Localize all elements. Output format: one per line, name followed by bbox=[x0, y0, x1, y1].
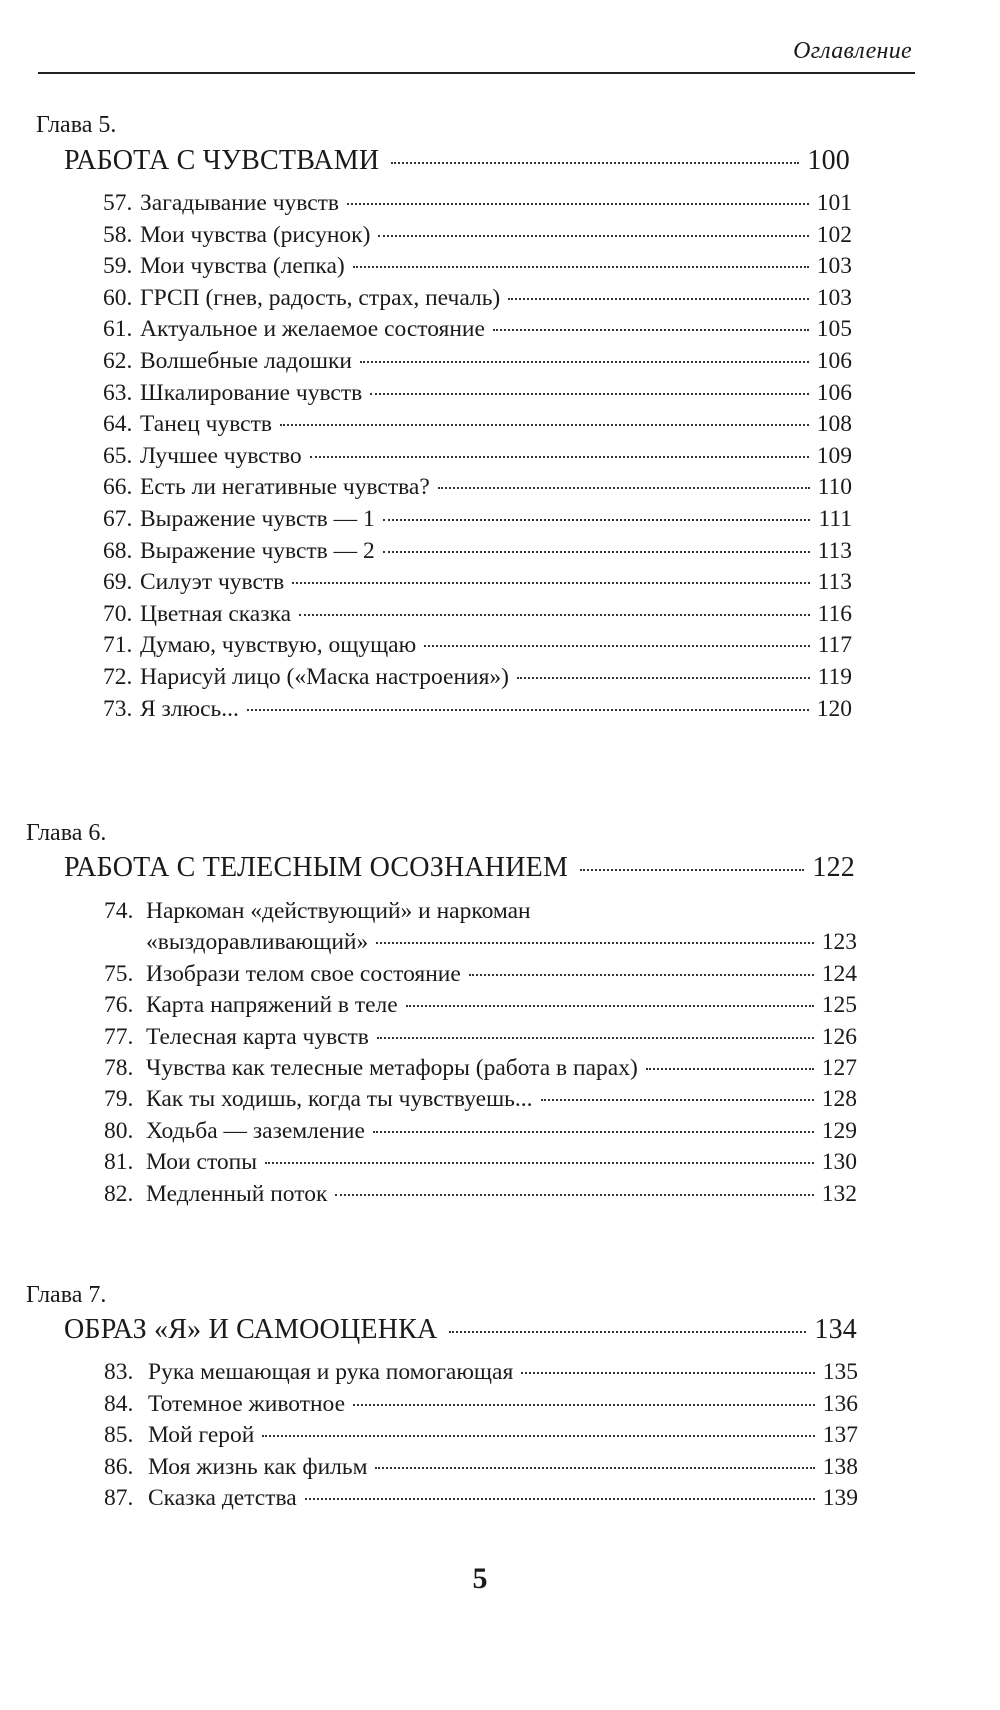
toc-entry[interactable] bbox=[103, 632, 852, 659]
dot-leader bbox=[424, 645, 809, 647]
entry-title: Телесная карта чувств bbox=[146, 1023, 369, 1050]
chapter-label: Глава 5. bbox=[36, 112, 117, 138]
entry-number: 63. bbox=[103, 379, 133, 406]
dot-leader bbox=[406, 1005, 814, 1007]
dot-leader bbox=[541, 1099, 814, 1101]
entry-number: 62. bbox=[103, 348, 133, 374]
entry-number: 69. bbox=[103, 569, 133, 596]
entry-page-number: 108 bbox=[816, 411, 852, 438]
dot-leader bbox=[347, 203, 809, 205]
entry-title: Шкалирование чувств bbox=[140, 379, 363, 406]
toc-entry[interactable] bbox=[103, 190, 852, 217]
entry-number: 65. bbox=[103, 442, 133, 469]
entry-title: Карта напряжений в теле bbox=[146, 992, 398, 1019]
toc-entry[interactable] bbox=[103, 411, 852, 438]
entry-number: 71. bbox=[103, 632, 133, 659]
entry-title: Есть ли негативные чувства? bbox=[140, 474, 430, 501]
entry-number: 60. bbox=[103, 284, 133, 311]
toc-entry[interactable] bbox=[104, 1118, 857, 1145]
chapter-page-number: 100 bbox=[807, 145, 850, 176]
entry-title: Сказка детства bbox=[148, 1485, 297, 1511]
entry-page-number: 139 bbox=[822, 1485, 858, 1511]
entry-page-number: 125 bbox=[821, 992, 857, 1019]
toc-entry[interactable] bbox=[104, 961, 857, 988]
dot-leader bbox=[383, 551, 810, 553]
dot-leader bbox=[299, 614, 810, 616]
entry-title: Волшебные ладошки bbox=[140, 348, 352, 374]
entry-title: Мои чувства (лепка) bbox=[140, 253, 345, 280]
chapter-title: ОБРАЗ «Я» И САМООЦЕНКА bbox=[64, 1314, 438, 1345]
entry-title: Ходьба — заземление bbox=[146, 1117, 365, 1144]
entry-number: 82. bbox=[104, 1180, 134, 1207]
entry-title: Изобрази телом свое состояние bbox=[146, 960, 461, 987]
toc-entry[interactable] bbox=[103, 380, 852, 407]
dot-leader bbox=[646, 1068, 814, 1070]
entry-title: Рука мешающая и рука помогающая bbox=[148, 1359, 514, 1385]
entry-page-number: 116 bbox=[817, 600, 852, 627]
entry-page-number: 135 bbox=[822, 1359, 858, 1385]
entry-number: 73. bbox=[103, 695, 133, 722]
entry-number: 81. bbox=[104, 1149, 134, 1176]
entry-title: Нарисуй лицо («Маска настроения») bbox=[140, 664, 510, 690]
toc-entry[interactable] bbox=[104, 1181, 857, 1208]
toc-entry[interactable] bbox=[103, 443, 852, 470]
dot-leader bbox=[360, 361, 809, 363]
entry-title: Мои стопы bbox=[146, 1149, 258, 1176]
entry-title: Силуэт чувств bbox=[140, 569, 285, 596]
entry-page-number: 106 bbox=[816, 379, 852, 406]
chapter-label: Глава 7. bbox=[26, 1282, 107, 1308]
entry-number: 67. bbox=[103, 506, 133, 532]
dot-leader bbox=[580, 869, 804, 871]
entry-page-number: 124 bbox=[821, 960, 857, 987]
entry-title: Мой герой bbox=[148, 1422, 255, 1448]
entry-title: Наркоман «действующий» и наркоман bbox=[146, 898, 531, 924]
dot-leader bbox=[280, 424, 809, 426]
toc-entry[interactable] bbox=[103, 222, 852, 249]
entry-title: Моя жизнь как фильм bbox=[148, 1453, 368, 1480]
entry-page-number: 103 bbox=[816, 253, 852, 280]
chapter-title: РАБОТА С ТЕЛЕСНЫМ ОСОЗНАНИЕМ bbox=[64, 852, 569, 883]
entry-title: Танец чувств bbox=[140, 411, 272, 438]
toc-entry[interactable] bbox=[103, 569, 852, 596]
entry-title: Мои чувства (рисунок) bbox=[140, 221, 371, 248]
entry-page-number: 137 bbox=[822, 1422, 858, 1448]
dot-leader bbox=[508, 298, 809, 300]
entry-page-number: 117 bbox=[817, 632, 852, 659]
entry-number: 79. bbox=[104, 1086, 134, 1113]
entry-number: 74. bbox=[104, 898, 134, 924]
toc-entry[interactable] bbox=[103, 538, 852, 565]
entry-title: Я злюсь... bbox=[140, 695, 239, 722]
toc-entry[interactable] bbox=[104, 1359, 858, 1386]
entry-page-number: 110 bbox=[817, 474, 852, 501]
dot-leader bbox=[262, 1435, 814, 1437]
entry-title: Выражение чувств — 1 bbox=[140, 506, 375, 532]
dot-leader bbox=[375, 1467, 814, 1469]
entry-page-number: 123 bbox=[821, 929, 857, 956]
entry-title: Лучшее чувство bbox=[140, 442, 302, 469]
dot-leader bbox=[383, 519, 811, 521]
entry-number: 76. bbox=[104, 992, 134, 1019]
toc-entry[interactable] bbox=[103, 253, 852, 280]
toc-entry[interactable] bbox=[104, 1086, 857, 1113]
dot-leader bbox=[378, 235, 808, 237]
entry-number: 72. bbox=[103, 664, 133, 690]
dot-leader bbox=[521, 1372, 815, 1374]
entry-number: 59. bbox=[103, 253, 133, 280]
dot-leader bbox=[305, 1498, 815, 1500]
dot-leader bbox=[265, 1162, 814, 1164]
dot-leader bbox=[391, 162, 799, 164]
entry-title: Выражение чувств — 2 bbox=[140, 537, 375, 564]
toc-entry[interactable] bbox=[104, 992, 857, 1019]
entry-number: 66. bbox=[103, 474, 133, 501]
dot-leader bbox=[292, 582, 809, 584]
chapter-title-line[interactable] bbox=[64, 1314, 857, 1346]
entry-title: Чувства как телесные метафоры (работа в парах) bbox=[146, 1055, 638, 1081]
dot-leader bbox=[310, 456, 809, 458]
entry-number: 78. bbox=[104, 1055, 134, 1081]
entry-number: 64. bbox=[103, 411, 133, 438]
running-head-title: Оглавление bbox=[793, 38, 912, 64]
entry-number: 68. bbox=[103, 537, 133, 564]
dot-leader bbox=[449, 1331, 806, 1333]
entry-number: 77. bbox=[104, 1023, 134, 1050]
toc-entry[interactable] bbox=[104, 1149, 857, 1176]
entry-page-number: 120 bbox=[816, 695, 852, 722]
toc-entry[interactable] bbox=[104, 1391, 858, 1418]
dot-leader bbox=[335, 1194, 813, 1196]
toc-entry[interactable] bbox=[103, 348, 852, 375]
chapter-title: РАБОТА С ЧУВСТВАМИ bbox=[64, 145, 380, 176]
toc-entry[interactable] bbox=[104, 1055, 857, 1082]
entry-number: 83. bbox=[104, 1359, 134, 1385]
entry-page-number: 136 bbox=[822, 1390, 858, 1417]
entry-page-number: 119 bbox=[817, 664, 852, 690]
entry-title: Загадывание чувств bbox=[140, 190, 340, 216]
entry-page-number: 127 bbox=[821, 1055, 857, 1081]
dot-leader bbox=[469, 974, 814, 976]
entry-page-number: 102 bbox=[816, 221, 852, 248]
entry-title: ГРСП (гнев, радость, страх, печаль) bbox=[140, 284, 501, 311]
entry-page-number: 129 bbox=[821, 1117, 857, 1144]
entry-page-number: 138 bbox=[822, 1453, 858, 1480]
dot-leader bbox=[370, 393, 809, 395]
entry-page-number: 132 bbox=[821, 1180, 857, 1207]
toc-entry[interactable] bbox=[103, 696, 852, 723]
toc-entry-continuation[interactable] bbox=[146, 929, 857, 956]
entry-title: Цветная сказка bbox=[140, 600, 292, 627]
entry-page-number: 109 bbox=[816, 442, 852, 469]
entry-title: Тотемное животное bbox=[148, 1390, 346, 1417]
page-number: 5 bbox=[472, 1562, 488, 1595]
entry-number: 58. bbox=[103, 221, 133, 248]
entry-page-number: 111 bbox=[818, 506, 852, 532]
toc-entry[interactable] bbox=[104, 1422, 858, 1449]
dot-leader bbox=[373, 1131, 814, 1133]
dot-leader bbox=[247, 709, 809, 711]
header-rule bbox=[38, 72, 915, 74]
entry-page-number: 105 bbox=[816, 316, 852, 343]
toc-entry[interactable] bbox=[103, 474, 852, 501]
dot-leader bbox=[353, 266, 809, 268]
entry-number: 85. bbox=[104, 1422, 134, 1448]
chapter-title-line[interactable] bbox=[64, 145, 850, 177]
entry-number: 87. bbox=[104, 1485, 134, 1511]
entry-page-number: 128 bbox=[821, 1086, 857, 1113]
toc-entry[interactable] bbox=[104, 1024, 857, 1051]
toc-entry[interactable] bbox=[103, 285, 852, 312]
toc-entry[interactable] bbox=[104, 1454, 858, 1481]
entry-page-number: 113 bbox=[817, 537, 852, 564]
dot-leader bbox=[353, 1404, 815, 1406]
entry-number: 75. bbox=[104, 960, 134, 987]
toc-entry[interactable] bbox=[103, 506, 852, 533]
entry-number: 80. bbox=[104, 1117, 134, 1144]
chapter-title-line[interactable] bbox=[64, 852, 855, 884]
entry-number: 86. bbox=[104, 1453, 134, 1480]
entry-page-number: 106 bbox=[816, 348, 852, 374]
entry-number: 57. bbox=[103, 190, 133, 216]
entry-page-number: 126 bbox=[821, 1023, 857, 1050]
toc-entry[interactable] bbox=[103, 664, 852, 691]
entry-number: 84. bbox=[104, 1390, 134, 1417]
dot-leader bbox=[376, 942, 814, 944]
chapter-page-number: 134 bbox=[814, 1314, 857, 1345]
chapter-page-number: 122 bbox=[812, 852, 855, 883]
toc-entry[interactable] bbox=[103, 601, 852, 628]
toc-entry[interactable] bbox=[104, 898, 857, 925]
entry-title: Медленный поток bbox=[146, 1180, 328, 1207]
dot-leader bbox=[377, 1037, 814, 1039]
entry-number: 61. bbox=[103, 316, 133, 343]
entry-page-number: 101 bbox=[816, 190, 852, 216]
entry-page-number: 130 bbox=[821, 1149, 857, 1176]
entry-page-number: 113 bbox=[817, 569, 852, 596]
entry-page-number: 103 bbox=[816, 284, 852, 311]
entry-title: Актуальное и желаемое состояние bbox=[140, 316, 485, 343]
dot-leader bbox=[493, 329, 809, 331]
toc-entry[interactable] bbox=[104, 1485, 858, 1512]
dot-leader bbox=[517, 677, 810, 679]
entry-title: Как ты ходишь, когда ты чувствуешь... bbox=[146, 1086, 533, 1113]
chapter-label: Глава 6. bbox=[26, 820, 107, 846]
dot-leader bbox=[438, 487, 810, 489]
toc-entry[interactable] bbox=[103, 316, 852, 343]
entry-number: 70. bbox=[103, 600, 133, 627]
entry-title: Думаю, чувствую, ощущаю bbox=[140, 632, 417, 659]
entry-title-continuation: «выздоравливающий» bbox=[146, 929, 369, 956]
